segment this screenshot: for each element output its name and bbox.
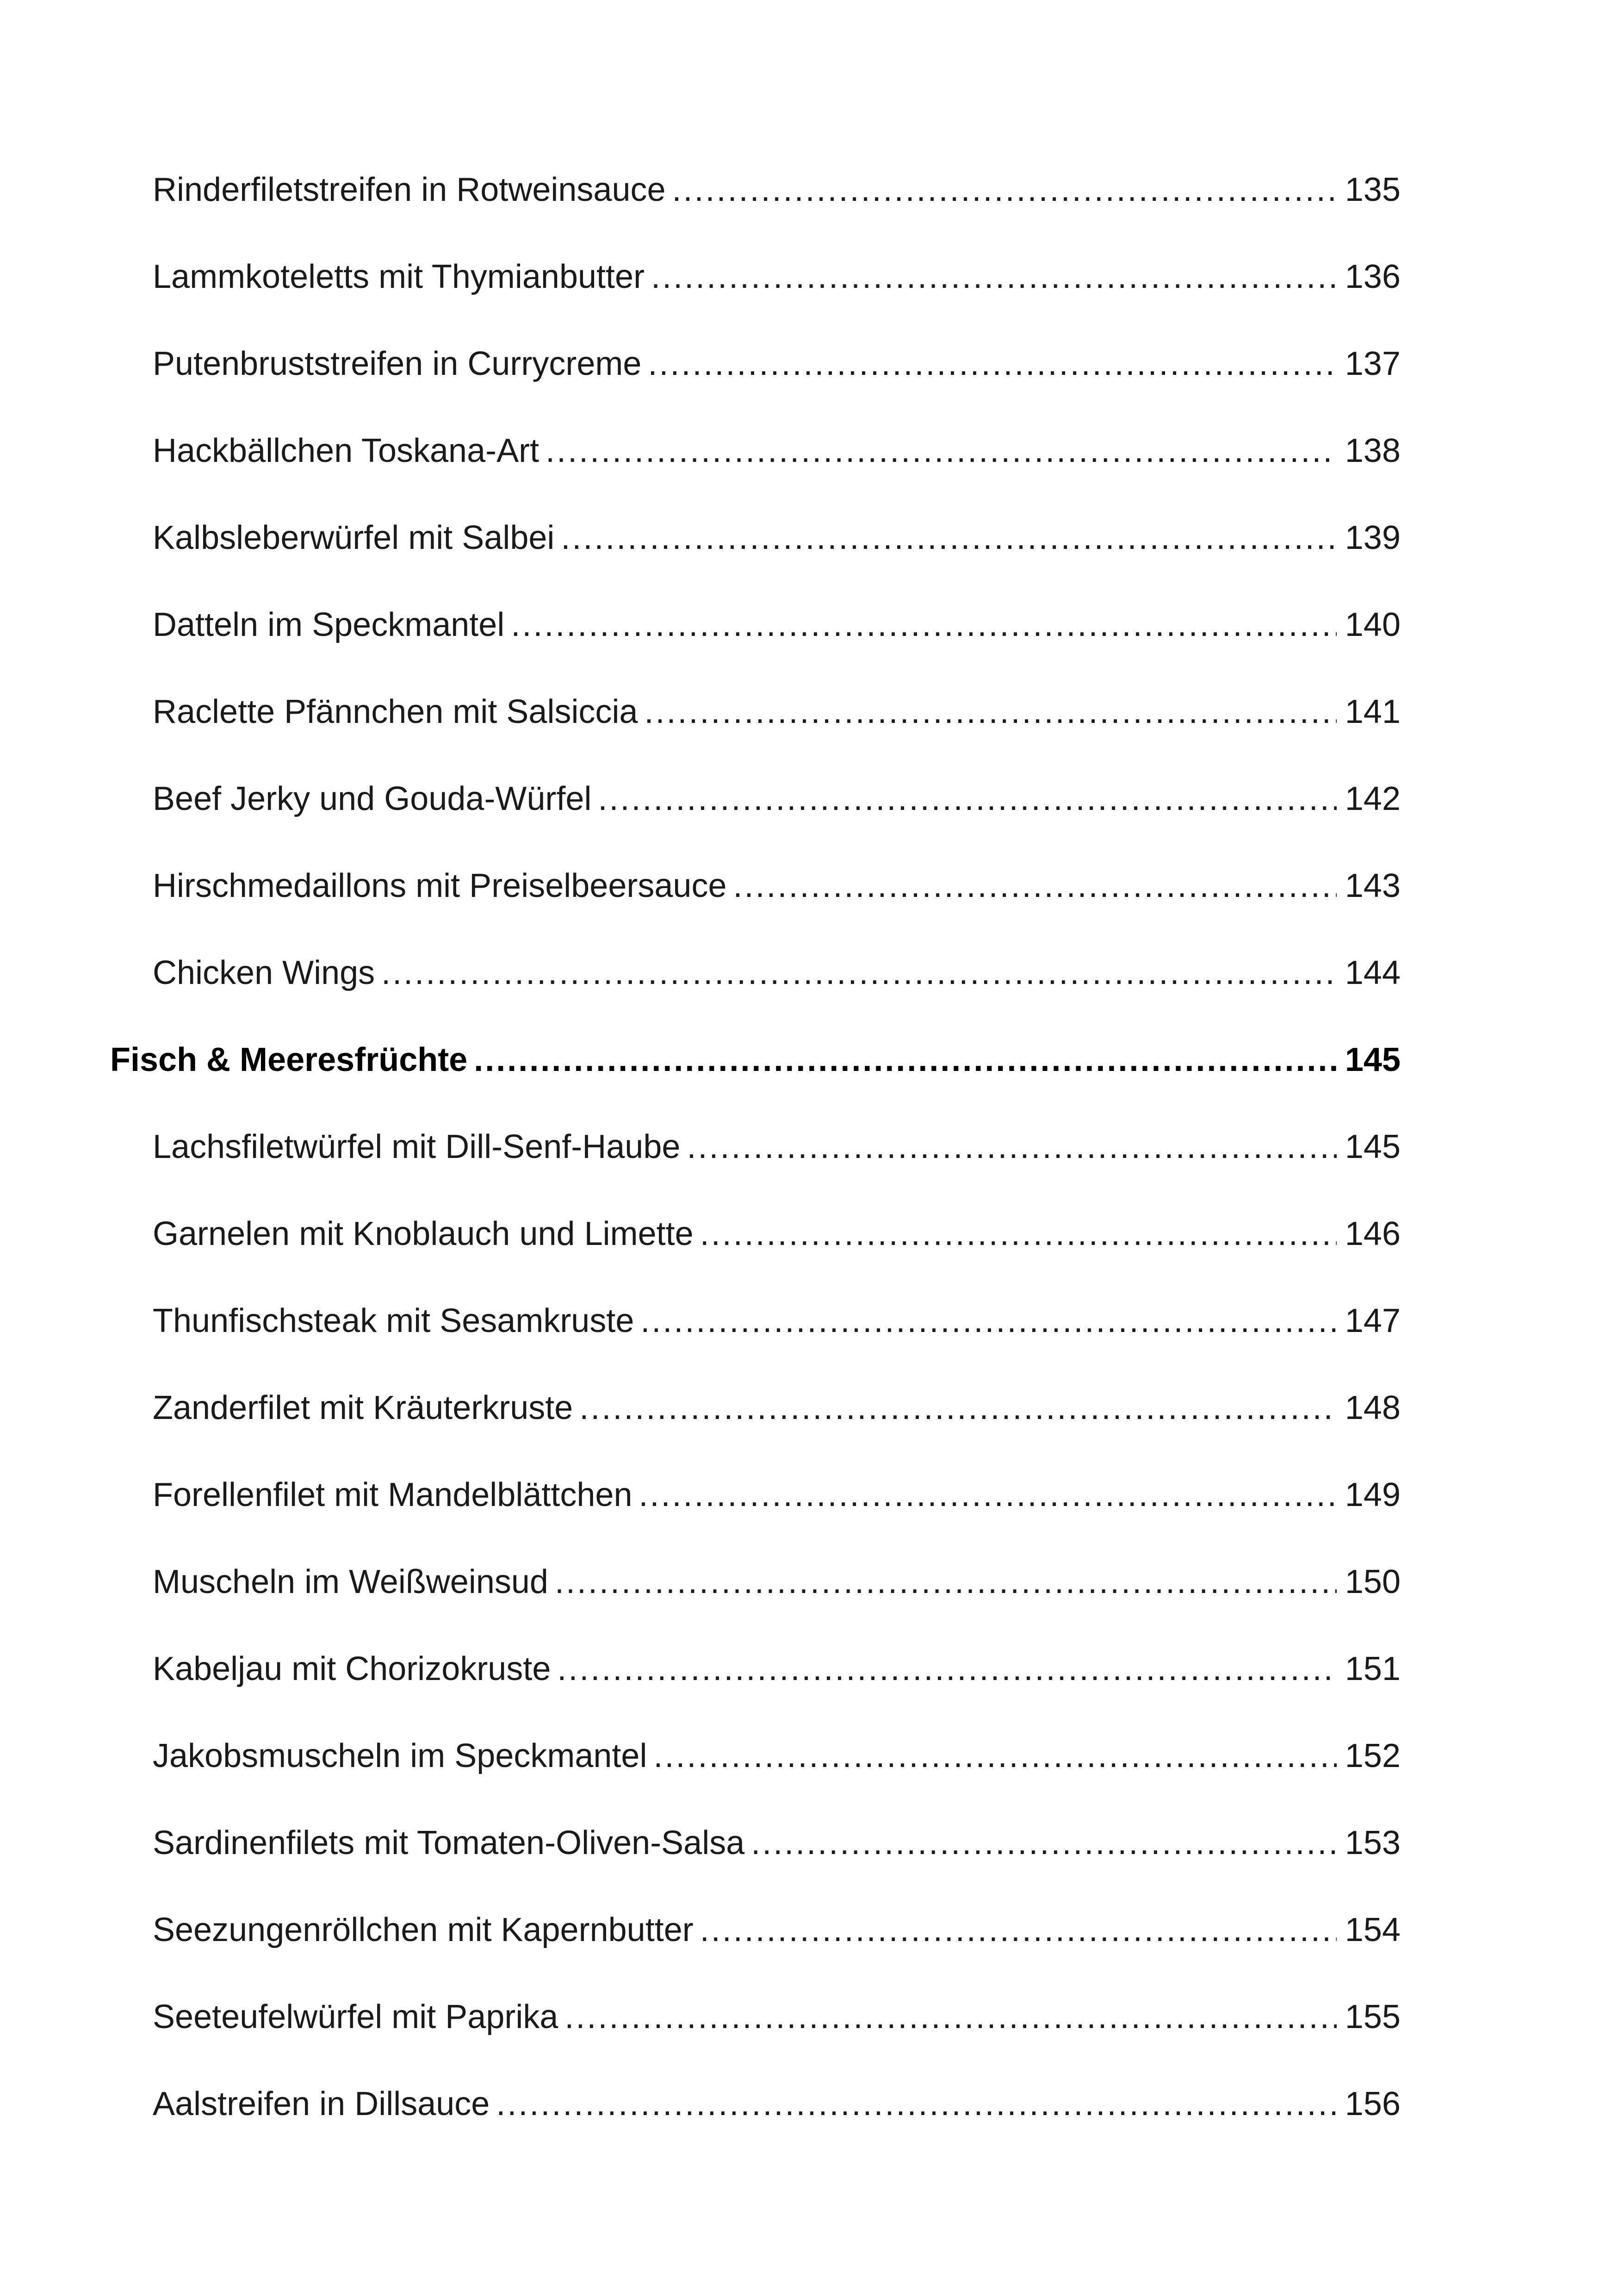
toc-entry-title: Seeteufelwürfel mit Paprika (153, 1998, 558, 2035)
toc-entry-page: 140 (1345, 606, 1401, 643)
toc-entry-title: Seezungenröllchen mit Kapernbutter (153, 1911, 694, 1948)
toc-entry[interactable] (153, 505, 1401, 561)
toc-dot-leader (700, 1907, 1337, 1953)
toc-entry-title: Lachsfiletwürfel mit Dill-Senf-Haube (153, 1128, 681, 1165)
toc-entry[interactable] (153, 157, 1401, 213)
toc-section-title: Fisch & Meeresfrüchte (110, 1041, 468, 1078)
toc-entry[interactable] (153, 1462, 1401, 1518)
toc-entry-page: 153 (1345, 1824, 1401, 1861)
toc-entry[interactable] (153, 1288, 1401, 1344)
toc-entry-title: Thunfischsteak mit Sesamkruste (153, 1302, 634, 1339)
toc-entry-title: Garnelen mit Knoblauch und Limette (153, 1215, 694, 1252)
toc-entry-title: Kalbsleberwürfel mit Salbei (153, 519, 555, 556)
toc-dot-leader (639, 1472, 1337, 1518)
toc-entry-title: Hackbällchen Toskana-Art (153, 432, 539, 469)
toc-entry-title: Putenbruststreifen in Currycreme (153, 345, 642, 382)
toc-entry-page: 148 (1345, 1389, 1401, 1426)
toc-dot-leader (700, 1211, 1337, 1257)
toc-entry-title: Chicken Wings (153, 954, 375, 991)
toc-entry-title: Kabeljau mit Chorizokruste (153, 1650, 551, 1687)
toc-entry-page: 154 (1345, 1911, 1401, 1948)
toc-entry[interactable] (153, 2072, 1401, 2127)
toc-entry[interactable] (153, 766, 1401, 822)
toc-dot-leader (751, 1820, 1337, 1866)
toc-dot-leader (733, 863, 1337, 909)
toc-entry-page: 156 (1345, 2085, 1401, 2122)
toc-entry-page: 141 (1345, 693, 1401, 730)
toc-entry-title: Aalstreifen in Dillsauce (153, 2085, 490, 2122)
toc-entry[interactable] (153, 1985, 1401, 2040)
toc-entry-page: 136 (1345, 258, 1401, 295)
toc-dot-leader (381, 950, 1337, 996)
toc-entry-page: 150 (1345, 1563, 1401, 1600)
toc-dot-leader (598, 776, 1336, 822)
toc-entry-title: Rinderfiletstreifen in Rotweinsauce (153, 171, 666, 208)
toc-entry-page: 149 (1345, 1476, 1401, 1513)
toc-entry[interactable] (153, 1636, 1401, 1692)
toc-dot-leader (546, 428, 1337, 474)
toc-dot-leader (672, 167, 1337, 213)
toc-entry[interactable] (153, 1811, 1401, 1866)
toc-entry[interactable] (153, 592, 1401, 648)
toc-entry-title: Sardinenfilets mit Tomaten-Oliven-Salsa (153, 1824, 745, 1861)
toc-entry-title: Jakobsmuscheln im Speckmantel (153, 1737, 647, 1774)
toc-entry[interactable] (153, 418, 1401, 474)
toc-entry-page: 138 (1345, 432, 1401, 469)
toc-entry-title: Raclette Pfännchen mit Salsiccia (153, 693, 638, 730)
toc-dot-leader (564, 1994, 1336, 2040)
toc-dot-leader (555, 1559, 1337, 1605)
toc-entry[interactable] (153, 940, 1401, 996)
toc-entry-page: 144 (1345, 954, 1401, 991)
toc-entry[interactable] (153, 1898, 1401, 1953)
toc-section-heading[interactable] (110, 1027, 1401, 1083)
toc-dot-leader (561, 515, 1336, 561)
toc-entry-page: 151 (1345, 1650, 1401, 1687)
toc-entry[interactable] (153, 679, 1401, 735)
toc-entry-page: 142 (1345, 780, 1401, 817)
toc-entry-title: Zanderfilet mit Kräuterkruste (153, 1389, 573, 1426)
toc-entry[interactable] (153, 331, 1401, 387)
toc-entry[interactable] (153, 244, 1401, 300)
toc-section-page: 145 (1345, 1041, 1401, 1078)
toc-entry-title: Datteln im Speckmantel (153, 606, 505, 643)
toc-entry-page: 145 (1345, 1128, 1401, 1165)
toc-entry-page: 143 (1345, 867, 1401, 904)
toc-entry[interactable] (153, 1114, 1401, 1170)
toc-dot-leader (496, 2081, 1337, 2127)
toc-dot-leader (557, 1646, 1336, 1692)
toc-dot-leader (653, 1733, 1336, 1779)
toc-entry[interactable] (153, 1724, 1401, 1779)
toc-entry-page: 152 (1345, 1737, 1401, 1774)
toc-entry-page: 139 (1345, 519, 1401, 556)
toc-entry-title: Muscheln im Weißweinsud (153, 1563, 548, 1600)
toc-dot-leader (651, 254, 1337, 300)
toc-entry-page: 137 (1345, 345, 1401, 382)
toc-dot-leader (511, 602, 1337, 648)
toc-dot-leader (648, 341, 1336, 387)
toc-entry-title: Forellenfilet mit Mandelblättchen (153, 1476, 632, 1513)
toc-dot-leader (640, 1298, 1336, 1344)
toc-entry-page: 155 (1345, 1998, 1401, 2035)
toc-entry[interactable] (153, 1549, 1401, 1605)
toc-entry-title: Lammkoteletts mit Thymianbutter (153, 258, 645, 295)
toc-dot-leader (687, 1124, 1336, 1170)
toc-entry-page: 147 (1345, 1302, 1401, 1339)
toc-entry-page: 146 (1345, 1215, 1401, 1252)
toc-dot-leader (579, 1385, 1337, 1431)
toc-entry-title: Beef Jerky und Gouda-Würfel (153, 780, 592, 817)
toc-dot-leader (474, 1037, 1337, 1083)
toc-entry-title: Hirschmedaillons mit Preiselbeersauce (153, 867, 727, 904)
toc-entry[interactable] (153, 853, 1401, 909)
toc-entry[interactable] (153, 1201, 1401, 1257)
toc-entry-page: 135 (1345, 171, 1401, 208)
toc-entry[interactable] (153, 1375, 1401, 1431)
toc-dot-leader (645, 689, 1337, 735)
